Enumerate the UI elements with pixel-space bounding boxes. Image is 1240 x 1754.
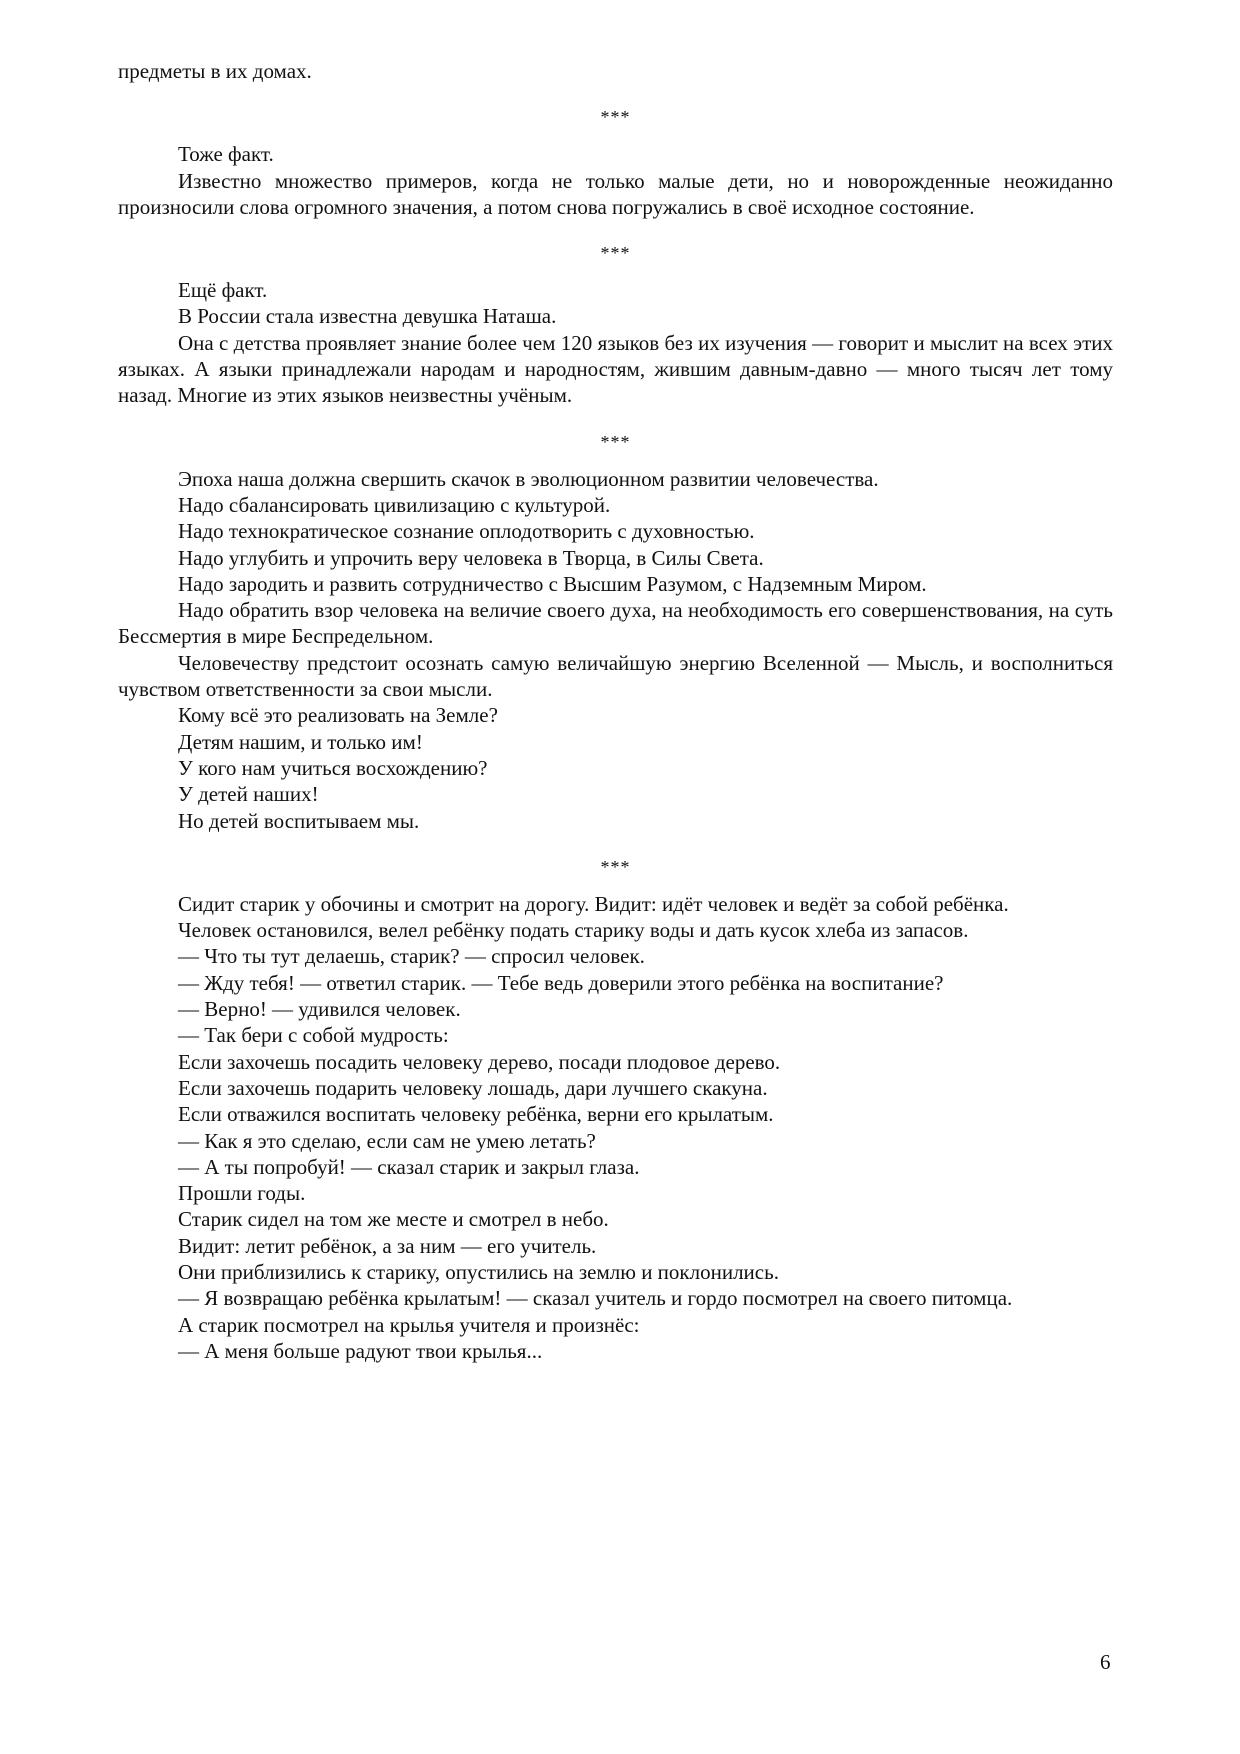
paragraph: Видит: летит ребёнок, а за ним — его учитель.: [178, 1233, 597, 1258]
page-number: 6: [1100, 1650, 1111, 1674]
dialogue-line: — Что ты тут делаешь, старик? — спросил человек.: [178, 944, 645, 969]
dialogue-line: — Я возвращаю ребёнка крылатым! — сказал учитель и гордо посмотрел на своего питомца.: [178, 1286, 1013, 1311]
paragraph: Надо технократическое сознание оплодотворить с духовностью.: [178, 519, 755, 544]
paragraph: А старик посмотрел на крылья учителя и произнёс:: [178, 1312, 640, 1337]
paragraph: Человек остановился, велел ребёнку подать старику воды и дать кусок хлеба из запасов.: [178, 918, 969, 943]
paragraph: Тоже факт.: [178, 142, 274, 167]
dialogue-line: — Жду тебя! — ответил старик. — Тебе ведь доверили этого ребёнка на воспитание?: [178, 970, 944, 995]
paragraph: Детям нашим, и только им!: [178, 729, 423, 754]
paragraph: Но детей воспитываем мы.: [178, 808, 420, 833]
paragraph: предметы в их домах.: [118, 59, 312, 83]
paragraph: Эпоха наша должна свершить скачок в эволюционном развитии человечества.: [178, 466, 879, 491]
paragraph: В России стала известна девушка Наташа.: [178, 304, 557, 329]
paragraph: Кому всё это реализовать на Земле?: [178, 703, 498, 728]
paragraph: У кого нам учиться восхождению?: [178, 755, 488, 780]
document-page: [118, 58, 1113, 1364]
paragraph: Надо углубить и упрочить веру человека в Творца, в Силы Света.: [178, 545, 764, 570]
paragraph: Если отважился воспитать человеку ребёнка, верни его крылатым.: [178, 1102, 774, 1127]
section-separator: ***: [600, 856, 631, 877]
section-separator: ***: [600, 243, 631, 264]
paragraph: Прошли годы.: [178, 1181, 306, 1206]
paragraph: Ещё факт.: [178, 278, 268, 303]
dialogue-line: — А ты попробуй! — сказал старик и закрыл глаза.: [178, 1154, 640, 1179]
section-separator: ***: [600, 431, 631, 452]
paragraph: У детей наших!: [178, 782, 319, 807]
paragraph: Известно множество примеров, когда не только малые дети, но и новорожденные неожиданно произносили слова огромного значения, а потом снова погружались в своё исходное состояние.: [118, 168, 1113, 219]
section-separator: ***: [600, 107, 631, 128]
paragraph: Человечеству предстоит осознать самую величайшую энергию Вселенной — Мысль, и восполниться чувством ответственности за свои мысли.: [118, 650, 1113, 702]
paragraph: Старик сидел на том же месте и смотрел в небо.: [178, 1207, 609, 1232]
paragraph: Если захочешь подарить человеку лошадь, дари лучшего скакуна.: [178, 1075, 768, 1100]
paragraph: Они приблизились к старику, опустились на землю и поклонились.: [178, 1259, 779, 1284]
paragraph: Надо обратить взор человека на величие своего духа, на необходимость его совершенствования, на суть Бессмертия в мире Беспредельном.: [118, 598, 1113, 649]
dialogue-line: — А меня больше радуют твои крылья...: [178, 1338, 543, 1363]
dialogue-line: — Верно! — удивился человек.: [178, 997, 461, 1022]
dialogue-line: — Так бери с собой мудрость:: [178, 1023, 449, 1048]
dialogue-line: — Как я это сделаю, если сам не умею летать?: [178, 1128, 596, 1153]
paragraph: Если захочешь посадить человеку дерево, посади плодовое дерево.: [178, 1049, 781, 1074]
paragraph: Сидит старик у обочины и смотрит на дорогу. Видит: идёт человек и ведёт за собой ребёнка.: [178, 891, 1009, 916]
paragraph: Надо зародить и развить сотрудничество с Высшим Разумом, с Надземным Миром.: [178, 571, 927, 596]
paragraph: Она с детства проявляет знание более чем 120 языков без их изучения — говорит и мыслит на всех этих языках. А языки принадлежали народам и народностям, жившим давным-давно — много тысяч лет тому назад. Многие из этих языков неизвестны учёным.: [118, 330, 1113, 408]
paragraph: Надо сбалансировать цивилизацию с культурой.: [178, 492, 611, 517]
